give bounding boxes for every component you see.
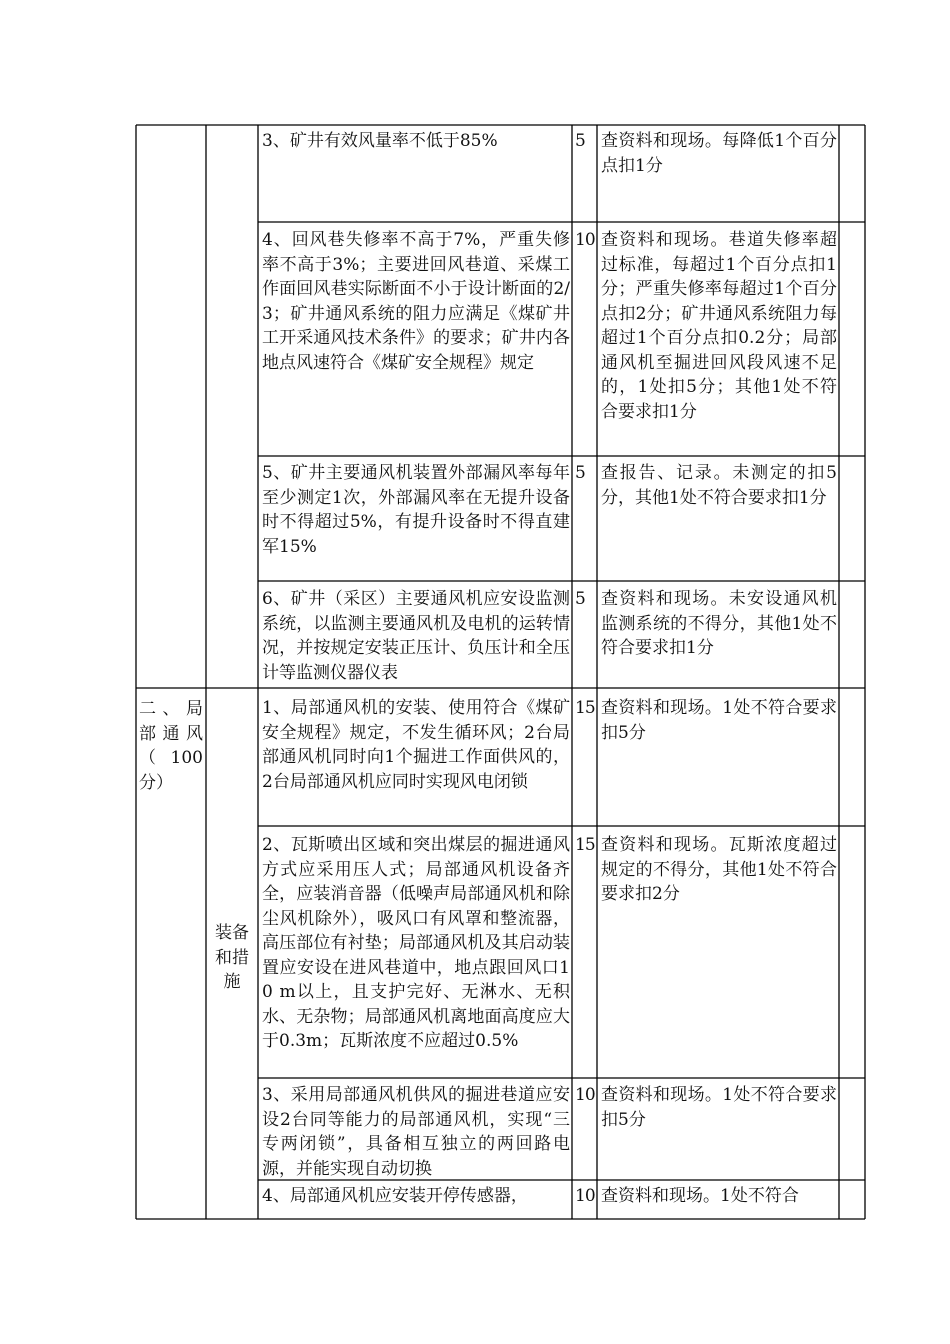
score-cell: 15 [575, 835, 595, 855]
requirement-cell: 6、矿井（采区）主要通风机应安设监测系统，以监测主要通风机及电机的运转情况，并按规定安装正压计、负压计和全压计等监测仪器仪表 [262, 589, 570, 683]
method-cell: 查资料和现场。每降低1个百分点扣1分 [601, 131, 837, 176]
requirement-cell: 2、瓦斯喷出区域和突出煤层的掘进通风方式应采用压人式；局部通风机设备齐全，应装消音器（低噪声局部通风机和除尘风机除外），吸风口有风罩和整流器，高压部位有衬垫；局部通风机及其启动装置应安设在进风巷道中，地点跟回风口10 m以上，且支护完好、无淋水、无积水、无杂物；局部通风机离地面高度应大于0.3m；瓦斯浓度不应超过0.5% [262, 835, 570, 1051]
method-cell: 查资料和现场。1处不符合要求扣5分 [601, 698, 837, 743]
requirement-cell: 5、矿井主要通风机装置外部漏风率每年至少测定1次，外部漏风率在无提升设备时不得超过5%，有提升设备时不得直建军15% [262, 463, 570, 557]
score-cell: 10 [575, 1085, 595, 1105]
score-cell: 10 [575, 1186, 595, 1206]
method-cell: 查资料和现场。1处不符合 [601, 1186, 799, 1206]
score-cell: 15 [575, 698, 595, 718]
requirement-cell: 4、回风巷失修率不高于7%，严重失修率不高于3%；主要进回风巷道、采煤工作面回风巷实际断面不小于设计断面的2/3；矿井通风系统的阻力应满足《煤矿井工开采通风技术条件》的要求；矿井内各地点风速符合《煤矿安全规程》规定 [262, 230, 570, 373]
requirement-cell: 3、采用局部通风机供风的掘进巷道应安设2台同等能力的局部通风机，实现“三专两闭锁”，具备相互独立的两回路电源，并能实现自动切换 [262, 1085, 570, 1179]
score-cell: 5 [575, 463, 585, 483]
method-cell: 查资料和现场。瓦斯浓度超过规定的不得分，其他1处不符合要求扣2分 [601, 835, 837, 904]
method-cell: 查资料和现场。未安设通风机监测系统的不得分，其他1处不符合要求扣1分 [601, 589, 837, 658]
method-cell: 查报告、记录。未测定的扣5分，其他1处不符合要求扣1分 [601, 463, 837, 508]
score-cell: 5 [575, 589, 585, 609]
category-cell: 二、局部通风（ 100分） [139, 699, 203, 793]
method-cell: 查资料和现场。巷道失修率超过标准，每超过1个百分点扣1分；严重失修率每超过1个百分点扣2分；矿井通风系统阻力每超过1个百分点扣0.2分；局部通风机至掘进回风段风速不足的，1处扣5分；其他1处不符合要求扣1分 [601, 230, 837, 422]
subcategory-cell: 装备和措施 [215, 923, 249, 992]
score-cell: 10 [575, 230, 595, 250]
requirement-cell: 3、矿井有效风量率不低于85% [262, 131, 498, 151]
requirement-cell: 4、局部通风机应安装开停传感器， [262, 1186, 528, 1206]
score-cell: 5 [575, 131, 585, 151]
method-cell: 查资料和现场。1处不符合要求扣5分 [601, 1085, 837, 1130]
requirement-cell: 1、局部通风机的安装、使用符合《煤矿安全规程》规定，不发生循环风；2台局部通风机同时向1个掘进工作面供风的，2台局部通风机应同时实现风电闭锁 [262, 698, 570, 792]
